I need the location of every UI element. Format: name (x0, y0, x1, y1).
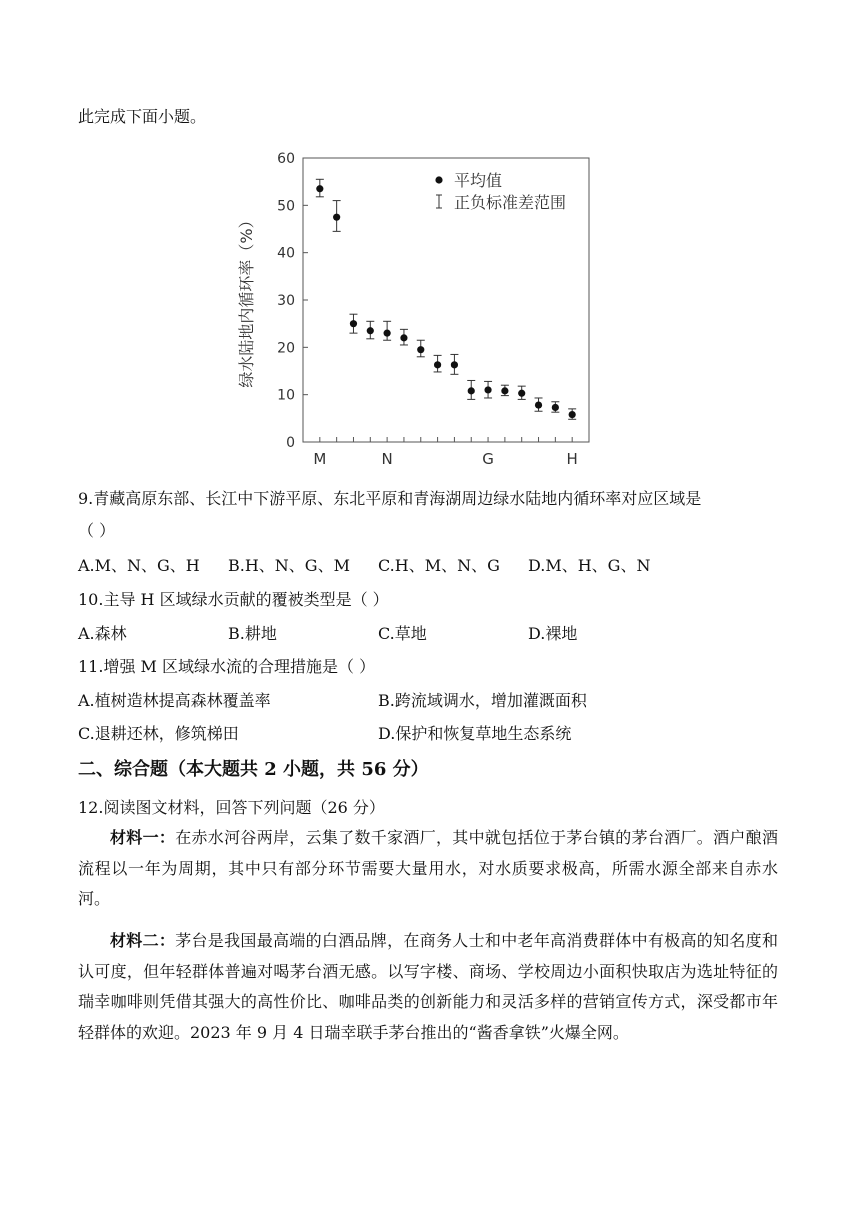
y-tick-label: 60 (277, 151, 295, 167)
scatter-chart (230, 142, 610, 472)
legend-mean-label: 平均值 (454, 171, 503, 190)
data-point (535, 401, 542, 408)
data-point (569, 411, 576, 418)
y-tick-label: 10 (277, 387, 295, 404)
data-point (316, 185, 323, 192)
q10-option-a: A.森林 (78, 624, 127, 643)
legend-mean-marker (435, 176, 442, 183)
data-point (400, 334, 407, 341)
chart-legend (435, 171, 566, 212)
data-point (484, 386, 491, 393)
q11-option-a: A.植树造林提高森林覆盖率 (78, 691, 271, 710)
q9-option-d: D.M、H、G、N (528, 556, 651, 575)
q9-paren: （ ） (78, 521, 116, 540)
material-2 (78, 926, 778, 1048)
q12-stem: 12.阅读图文材料，回答下列问题（26 分） (78, 798, 385, 817)
data-point (384, 330, 391, 337)
material-1-text: 在赤水河谷两岸，云集了数千家酒厂，其中就包括位于茅台镇的茅台酒厂。酒户酿酒流程以一年为周期，其中只有部分环节需要大量用水，对水质要求极高，所需水源全部来自赤水河。 (78, 828, 778, 908)
y-tick-label: 40 (277, 245, 295, 262)
data-point (468, 387, 475, 394)
q11-option-c: C.退耕还林，修筑梯田 (78, 724, 239, 743)
q9-option-b: B.H、N、G、M (228, 556, 350, 575)
q11-option-b: B.跨流域调水，增加灌溉面积 (378, 691, 587, 710)
data-point (417, 346, 424, 353)
q10-option-b: B.耕地 (228, 624, 277, 643)
material-2-text: 茅台是我国最高端的白酒品牌，在商务人士和中老年高消费群体中有极高的知名度和认可度，但年轻群体普遍对喝茅台酒无感。以写字楼、商场、学校周边小面积快取店为选址特征的瑞幸咖啡则凭借其强大的高性价比、咖啡品类的创新能力和灵活多样的营销宣传方式，深受都市年轻群体的欢迎。2023 年 9 月 4 日瑞幸联手茅台推出的“酱香拿铁”火爆全网。 (78, 931, 778, 1042)
q9-option-c: C.H、M、N、G (378, 556, 500, 575)
chart-points (316, 179, 576, 419)
legend-error-label: 正负标准差范围 (454, 193, 567, 212)
y-tick-label: 50 (277, 198, 295, 215)
x-tick-label: H (566, 450, 578, 468)
data-point (451, 361, 458, 368)
q11-stem: 11.增强 M 区域绿水流的合理措施是（ ） (78, 657, 376, 676)
x-tick-label: M (313, 450, 327, 468)
x-tick-label: N (381, 450, 393, 468)
data-point (350, 320, 357, 327)
data-point (434, 361, 441, 368)
y-tick-label: 20 (277, 340, 295, 357)
q10-option-c: C.草地 (378, 624, 427, 643)
intro-line: 此完成下面小题。 (78, 107, 207, 126)
q10-option-d: D.裸地 (528, 624, 578, 643)
material-2-label: 材料二： (110, 931, 176, 950)
y-tick-label: 30 (277, 293, 295, 309)
x-tick-label: G (482, 450, 494, 468)
data-point (501, 387, 508, 394)
data-point (367, 327, 374, 334)
q9-option-a: A.M、N、G、H (78, 556, 200, 575)
data-point (518, 390, 525, 397)
section-heading: 二、综合题（本大题共 2 小题，共 56 分） (78, 759, 429, 780)
y-axis-label: 绿水陆地内循环率（%） (237, 212, 256, 388)
q9-stem: 9.青藏高原东部、长江中下游平原、东北平原和青海湖周边绿水陆地内循环率对应区域是 (78, 489, 702, 508)
material-1-label: 材料一： (110, 828, 176, 847)
y-tick-label: 0 (286, 435, 295, 451)
data-point (333, 214, 340, 221)
q10-stem: 10.主导 H 区域绿水贡献的覆被类型是（ ） (78, 590, 389, 609)
material-1 (78, 823, 778, 915)
legend-error-marker (436, 195, 442, 208)
data-point (552, 404, 559, 411)
q11-option-d: D.保护和恢复草地生态系统 (378, 724, 572, 743)
